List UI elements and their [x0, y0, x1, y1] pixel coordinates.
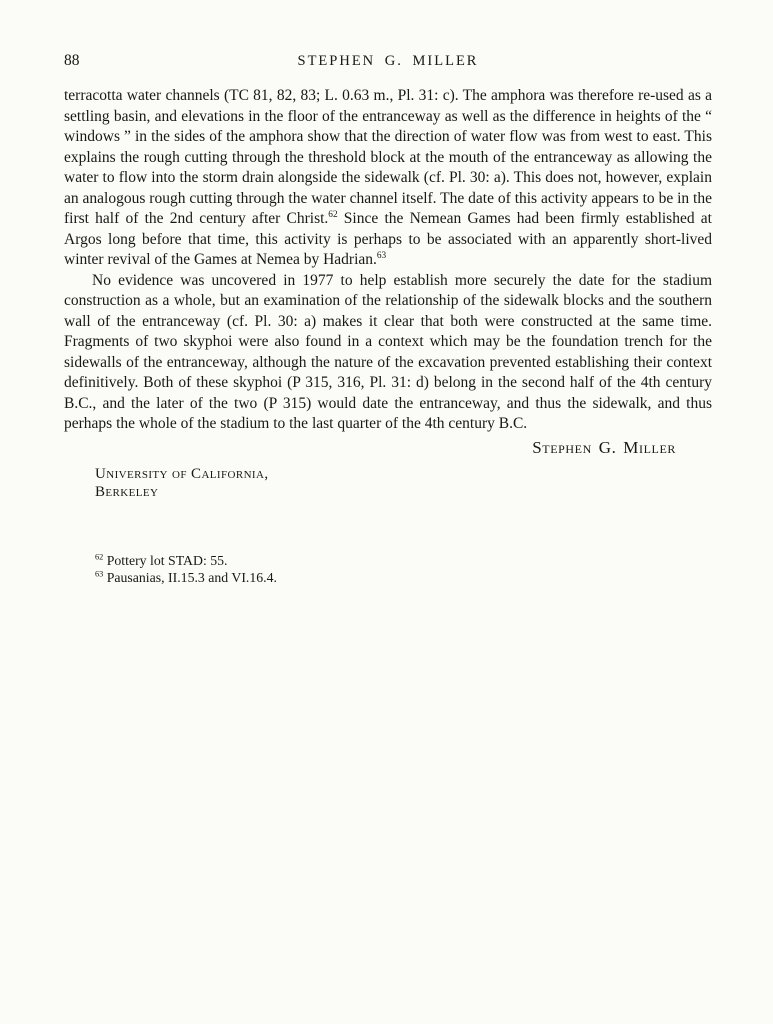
page-number: 88	[64, 52, 80, 69]
signature-author: Stephen G. Miller	[532, 437, 676, 457]
body-text	[64, 86, 712, 435]
affiliation-line-1: University of California,	[95, 465, 269, 482]
footnotes	[95, 552, 712, 587]
footnote-62: $^{62}$ Pottery lot STAD: 55.	[95, 551, 228, 568]
affiliation-line-2: Berkeley	[95, 484, 159, 500]
running-head: STEPHEN G. MILLER	[297, 53, 479, 69]
paragraph-2: No evidence was uncovered in 1977 to help establish more securely the date for the stadium construction as a whole, but an examination of the relationship of the sidewalk blocks and the southern wall of the entranceway (cf. Pl. 30: a) makes it clear that both were constructed at the same time. Fragments of two skyphoi were also found in a context which may be the foundation trench for the sidewalls of the entranceway, although the nature of the excavation prevented establishing their context definitively. Both of these skyphoi (P 315, 316, Pl. 31: d) belong in the second half of the 4th century B.C., and the later of the two (P 315) would date the entranceway, and thus the sidewalk, and thus perhaps the whole of the stadium to the last quarter of the 4th century B.C.	[64, 271, 712, 432]
paragraph-1: terracotta water channels (TC 81, 82, 83; L. 0.63 m., Pl. 31: c). The amphora was therefore re-used as a settling basin, and elevations in the floor of the entranceway as well as the difference in heights of the “ windows ” in the sides of the amphora show that the direction of water flow was from west to east. This explains the rough cutting through the threshold block at the mouth of the entranceway as allowing the water to flow into the storm drain alongside the sidewalk (cf. Pl. 30: a). This does not, however, explain an analogous rough cutting through the water channel itself. The date of this activity appears to be in the first half of the 2nd century after Christ.$^{62}$ Since the Nemean Games had been firmly established at Argos long before that time, this activity is perhaps to be associated with an apparently short-lived winter revival of the Games at Nemea by Hadrian.$^{63}$	[64, 87, 712, 268]
footnote-63: $^{63}$ Pausanias, II.15.3 and VI.16.4.	[95, 569, 277, 585]
affiliation	[95, 465, 712, 502]
page-header	[64, 52, 712, 72]
